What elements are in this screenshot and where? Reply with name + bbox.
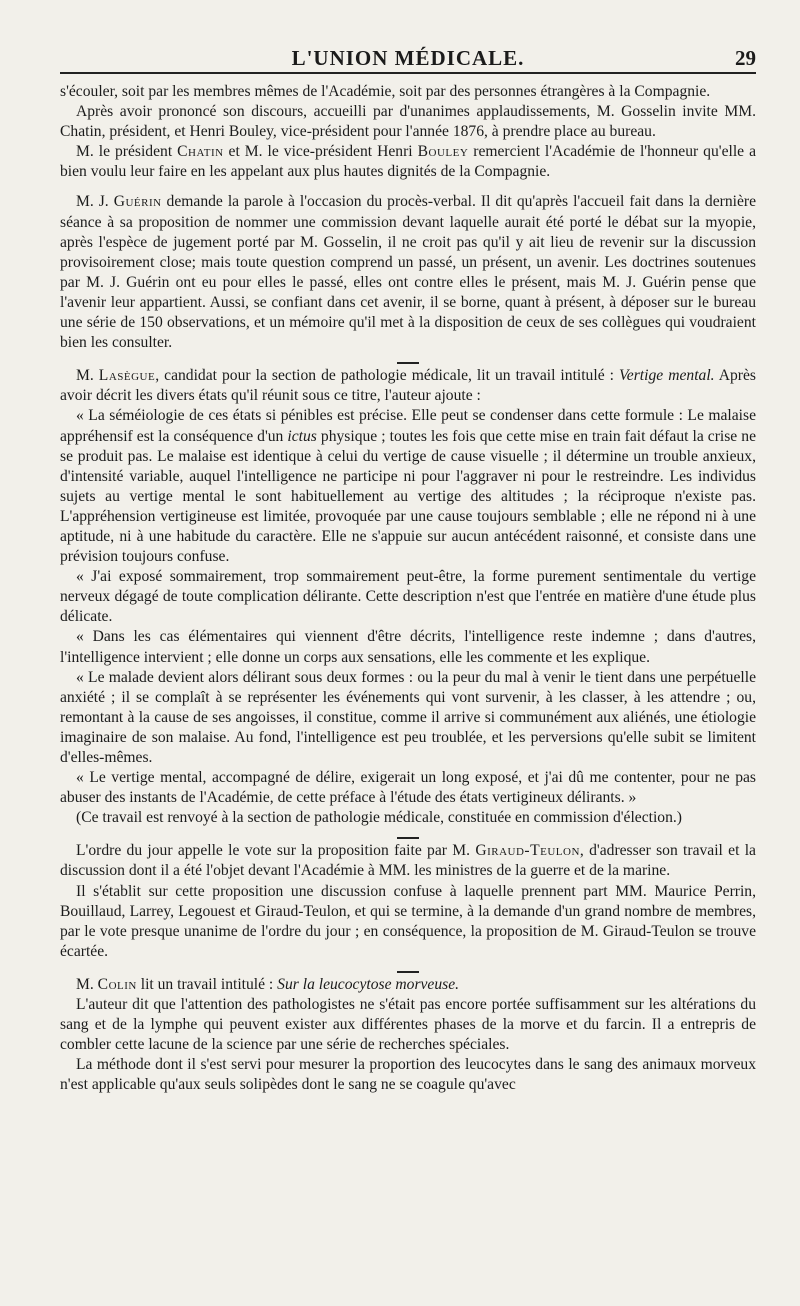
article-body: [60, 82, 756, 1096]
paragraph-methode: La méthode dont il s'est servi pour mesurer la proportion des leucocytes dans le sang des animaux morveux n'est applicable qu'aux seuls solipèdes dont le sang ne se coagule qu'avec: [60, 1056, 756, 1094]
quote-vertige-delire: « Le vertige mental, accompagné de délire, exigerait un long exposé, et j'ai dû me contenter, pour ne pas abuser des instants de l'Académie, de cette préface à l'étude des états vertigineux délirants. »: [60, 769, 756, 807]
section-separator: [397, 837, 419, 839]
name-bouley: Bouley: [417, 143, 469, 161]
name-chatin: Chatin: [177, 143, 224, 161]
section-separator: [397, 362, 419, 364]
name-giraud-teulon: Giraud-Teulon: [475, 842, 580, 860]
section-separator: [397, 971, 419, 973]
paragraph-continuation: s'écouler, soit par les membres mêmes de l'Académie, soit par des personnes étrangères à la Compagnie.: [60, 83, 711, 100]
name-colin: Colin: [97, 975, 137, 993]
quote-expose: « J'ai exposé sommairement, trop sommairement peut-être, la forme purement sentimentale du vertige nerveux dégagé de toute complication délirante. Cette description n'est que l'entrée en matière d'une étude plus délicate.: [60, 568, 756, 626]
page-header: [60, 38, 756, 74]
paragraph-discussion: Il s'établit sur cette proposition une discussion confuse à laquelle prennent part MM. Maurice Perrin, Bouillaud, Larrey, Legouest et Giraud-Teulon, et qui se termine, à la demande d'un grand nombre de membres, par le vote presque unanime de l'ordre du jour ; en conséquence, la proposition de M. Giraud-Teulon se trouve écartée.: [60, 882, 756, 960]
title-vertige-mental: Vertige mental.: [619, 367, 715, 385]
paragraph-lasegue: M. Lasègue, candidat pour la section de pathologie médicale, lit un travail intitulé : Vertige mental. Après avoir décrit les divers états qu'il réunit sous ce titre, l'auteur ajoute :: [60, 367, 756, 405]
quote-cas-elementaires: « Dans les cas élémentaires qui viennent d'être décrits, l'intelligence reste indemne ; dans d'autres, l'intelligence intervient ; elle donne un corps aux sensations, elle les commente et les explique.: [60, 628, 756, 666]
paragraph-gosselin: Après avoir prononcé son discours, accueilli par d'unanimes applaudissements, M. Gosselin invite MM. Chatin, président, et Henri Bouley, vice-président pour l'année 1876, à prendre place au bureau.: [60, 103, 756, 141]
paragraph-colin: M. Colin lit un travail intitulé : Sur la leucocytose morveuse.: [76, 975, 460, 993]
name-guerin: Guérin: [113, 193, 162, 211]
name-lasegue: Lasègue: [98, 367, 156, 385]
paragraph-auteur: L'auteur dit que l'attention des pathologistes ne s'était pas encore portée suffisamment sur les altérations du sang et de la lymphe qui peuvent exister aux différentes phases de la morve et du farcin. Il a entrepris de combler cette lacune de la science par une série de recherches spéciales.: [60, 996, 756, 1054]
quote-malade-delirant: « Le malade devient alors délirant sous deux formes : ou la peur du mal à venir le tient dans une perpétuelle anxiété ; il se complaît à se représenter les événements qui vont survenir, à les classer, à les attendre ; ou, remontant à la cause de ses angoisses, il constitue, comme il arrive si communément aux aliénés, une étiologie imaginaire de son malaise. Au fond, l'intelligence est peu troublée, et les perversions qu'elle subit se limitent d'elles-mêmes.: [60, 668, 756, 766]
title-leucocytose: Sur la leucocytose morveuse.: [277, 975, 460, 993]
running-title: L'UNION MÉDICALE.: [291, 46, 525, 70]
paragraph-guerin: M. J. Guérin demande la parole à l'occasion du procès-verbal. Il dit qu'après l'accueil fait dans la dernière séance à sa proposition de nommer une commission devant laquelle aurait été porté le débat sur la myopie, après l'espèce de jugement porté par M. Gosselin, il ne croit pas qu'il y ait lieu de revenir sur la discussion provisoirement close; mais toute question comprend un passé, un présent, un avenir. Les doctrines soutenues par M. J. Guérin ont eu pour elles le passé, elles ont contre elles le présent, mais M. J. Guérin pense que l'avenir leur appartient. Aussi, se confiant dans cet avenir, il se borne, quant à présent, à déposer sur le bureau une série de 150 observations, et un mémoire qu'il met à la disposition de ceux de ses collègues qui voudraient bien les consulter.: [60, 193, 757, 352]
paragraph-renvoi: (Ce travail est renvoyé à la section de pathologie médicale, constituée en commission d'élection.): [76, 809, 682, 827]
paragraph-thanks: M. le président Chatin et M. le vice-président Henri Bouley remercient l'Académie de l'honneur qu'elle a bien voulu leur faire en les appelant aux plus hautes dignités de la Compagnie.: [60, 143, 756, 181]
quote-semeiologie: « La séméiologie de ces états si pénibles est précise. Elle peut se condenser dans cette formule : Le malaise appréhensif est la conséquence d'un ictus physique ; toutes les fois que cette mise en train fait défaut la crise ne se produit pas. Le malaise est identique à celui du vertige de cause visuelle ; il détermine un trouble anxieux, d'intensité variable, auquel l'intelligence ne participe ni pour l'aggraver ni pour le restreindre. Les individus sujets au vertige mental le sont habituellement au vertige des altitudes ; la réciproque n'existe pas. L'appréhension vertigineuse est limitée, provoquée par une cause toujours semblable ; elle ne répond ni à une aptitude, ni à une habitude du caractère. Elle ne s'appuie sur aucun antécédent raisonné, et consiste dans une prévision toujours confuse.: [60, 407, 756, 566]
paragraph-ordre-du-jour: L'ordre du jour appelle le vote sur la proposition faite par M. Giraud-Teulon, d'adresser son travail et la discussion dont il a été l'objet devant l'Académie à MM. les ministres de la guerre et de la marine.: [60, 842, 756, 880]
page-number: 29: [735, 46, 756, 70]
